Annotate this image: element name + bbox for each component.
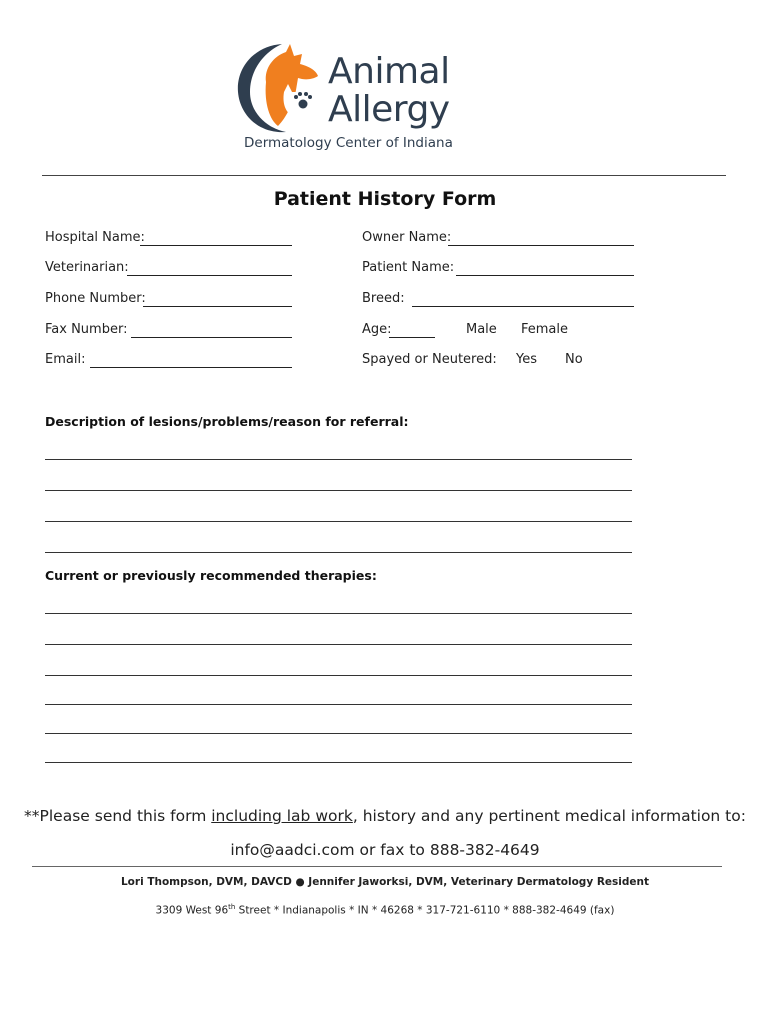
fax-number-field[interactable] <box>131 337 292 338</box>
description-line[interactable] <box>45 552 632 553</box>
spayed-option-yes[interactable]: Yes <box>516 352 537 367</box>
logo-word-allergy: Allergy <box>328 89 450 130</box>
spayed-option-no[interactable]: No <box>565 352 583 367</box>
description-line[interactable] <box>45 521 632 522</box>
breed-field[interactable] <box>412 306 634 307</box>
therapies-line[interactable] <box>45 704 632 705</box>
form-title: Patient History Form <box>273 188 497 210</box>
veterinarian-label: Veterinarian: <box>45 260 129 275</box>
note-underlined: including lab work <box>211 807 353 825</box>
therapies-line[interactable] <box>45 762 632 763</box>
sex-option-female[interactable]: Female <box>521 322 569 337</box>
email-field[interactable] <box>90 367 292 368</box>
address-prefix: 3309 West 96 <box>155 904 229 917</box>
owner-name-label: Owner Name: <box>362 230 452 245</box>
therapies-line[interactable] <box>45 675 632 676</box>
address-sup: th <box>228 903 236 911</box>
patient-name-label: Patient Name: <box>362 260 455 275</box>
phone-number-label: Phone Number: <box>45 291 146 306</box>
footer-divider <box>32 866 722 867</box>
header-divider <box>42 175 726 176</box>
hospital-name-label: Hospital Name: <box>45 230 145 245</box>
doctor-names: Lori Thompson, DVM, DAVCD ● Jennifer Jaworksi, DVM, Veterinary Dermatology Resident <box>120 876 650 888</box>
contact-info: info@aadci.com or fax to 888-382-4649 <box>230 841 540 859</box>
address-suffix: Street * Indianapolis * IN * 46268 * 317-721-6110 * 888-382-4649 (fax) <box>235 904 615 917</box>
logo <box>236 42 496 154</box>
note-prefix: **Please send this form <box>24 807 212 825</box>
animal-silhouette-icon <box>236 42 326 134</box>
breed-label: Breed: <box>362 291 405 306</box>
submission-instructions <box>0 807 770 825</box>
therapies-section-heading: Current or previously recommended therapies: <box>45 568 377 583</box>
fax-number-label: Fax Number: <box>45 322 128 337</box>
description-section-heading: Description of lesions/problems/reason for referral: <box>45 414 409 429</box>
description-line[interactable] <box>45 459 632 460</box>
therapies-line[interactable] <box>45 613 632 614</box>
age-label: Age: <box>362 322 392 337</box>
logo-word-animal: Animal <box>328 51 450 92</box>
patient-name-field[interactable] <box>456 275 634 276</box>
therapies-line[interactable] <box>45 733 632 734</box>
veterinarian-field[interactable] <box>127 275 292 276</box>
address-line <box>0 903 770 917</box>
spayed-neutered-label: Spayed or Neutered: <box>362 352 497 367</box>
sex-option-male[interactable]: Male <box>466 322 497 337</box>
hospital-name-field[interactable] <box>140 245 292 246</box>
owner-name-field[interactable] <box>448 245 634 246</box>
note-suffix: , history and any pertinent medical information to: <box>352 807 746 825</box>
logo-subtitle: Dermatology Center of Indiana <box>244 135 453 151</box>
description-line[interactable] <box>45 490 632 491</box>
therapies-line[interactable] <box>45 644 632 645</box>
email-label: Email: <box>45 352 86 367</box>
age-field[interactable] <box>389 337 435 338</box>
phone-number-field[interactable] <box>143 306 292 307</box>
